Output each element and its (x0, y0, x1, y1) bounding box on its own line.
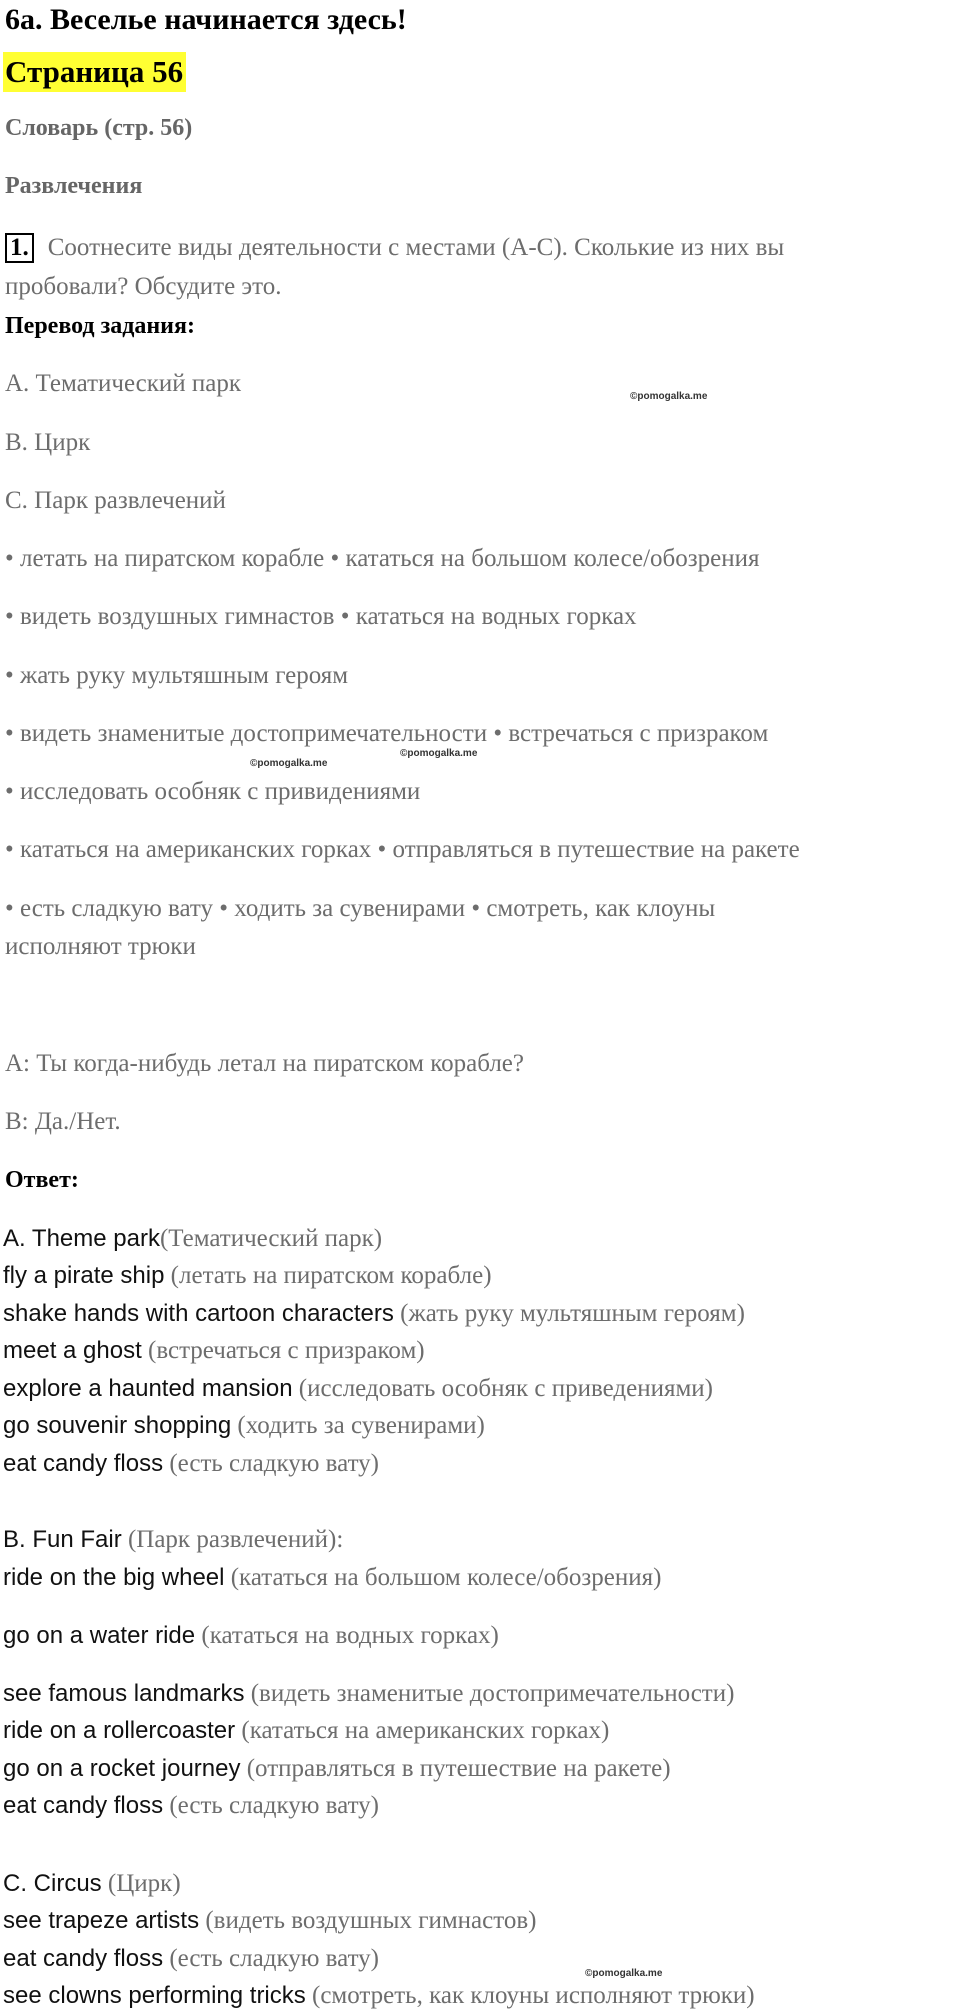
place-c: С. Парк развлечений (5, 487, 226, 514)
answer-item: go on a water ride (кататься на водных горках) (3, 1622, 499, 1649)
answer-item: ride on the big wheel (кататься на большом колесе/обозрения) (3, 1564, 662, 1591)
activity-line: • есть сладкую вату • ходить за сувенирами • смотреть, как клоуны (5, 895, 716, 922)
activity-line: • исследовать особняк с привидениями (5, 778, 421, 805)
answer-title: Ответ: (5, 1167, 79, 1193)
answer-item: fly a pirate ship (летать на пиратском корабле) (3, 1262, 492, 1289)
answer-item: ride on a rollercoaster (кататься на американских горках) (3, 1717, 610, 1744)
watermark: ©pomogalka.me (585, 1968, 663, 1979)
answer-item: see famous landmarks (видеть знаменитые достопримечательности) (3, 1680, 735, 1707)
answer-item: go on a rocket journey (отправляться в путешествие на ракете) (3, 1755, 671, 1782)
section-a-heading: A. Theme park(Тематический парк) (3, 1225, 383, 1252)
activity-line: • видеть знаменитые достопримечательности • встречаться с призраком (5, 720, 769, 747)
watermark: ©pomogalka.me (250, 758, 328, 769)
answer-item: go souvenir shopping (ходить за сувенирами) (3, 1412, 485, 1439)
watermark: ©pomogalka.me (630, 391, 708, 402)
answer-item: see trapeze artists (видеть воздушных гимнастов) (3, 1907, 537, 1934)
place-a: А. Тематический парк (5, 370, 242, 397)
translation-title: Перевод задания: (5, 313, 195, 339)
answer-item: shake hands with cartoon characters (жать руку мультяшным героям) (3, 1300, 745, 1327)
topic-heading: Развлечения (5, 173, 143, 199)
task-text-line-1: Соотнесите виды деятельности с местами (А-С). Сколькие из них вы (47, 234, 785, 261)
vocabulary-heading: Словарь (стр. 56) (5, 115, 193, 141)
section-b-heading: B. Fun Fair (Парк развлечений): (3, 1526, 344, 1553)
dialogue-b: В: Да./Нет. (5, 1108, 121, 1135)
activity-line: • жать руку мультяшным героям (5, 662, 349, 689)
watermark: ©pomogalka.me (400, 748, 478, 759)
activity-line: • летать на пиратском корабле • кататься на большом колесе/обозрения (5, 545, 760, 572)
activity-line: • кататься на американских горках • отправляться в путешествие на ракете (5, 836, 800, 863)
activity-line: исполняют трюки (5, 933, 196, 960)
dialogue-a: А: Ты когда-нибудь летал на пиратском корабле? (5, 1050, 524, 1077)
place-b: B. Цирк (5, 429, 91, 456)
page-title: 6а. Веселье начинается здесь! (5, 3, 407, 36)
answer-item: eat candy floss (есть сладкую вату) (3, 1450, 380, 1477)
task-line-1 (5, 232, 784, 264)
task-number-box: 1. (5, 233, 34, 263)
answer-item: eat candy floss (есть сладкую вату) (3, 1792, 380, 1819)
section-c-heading: C. Circus (Цирк) (3, 1870, 181, 1897)
answer-item: eat candy floss (есть сладкую вату) (3, 1945, 380, 1972)
answer-item: explore a haunted mansion (исследовать особняк с приведениями) (3, 1375, 713, 1402)
answer-item: meet a ghost (встречаться с призраком) (3, 1337, 425, 1364)
page-number-highlight: Страница 56 (3, 52, 186, 92)
activity-line: • видеть воздушных гимнастов • кататься на водных горках (5, 603, 637, 630)
answer-item: see clowns performing tricks (смотреть, как клоуны исполняют трюки) (3, 1982, 755, 2009)
task-text-line-2: пробовали? Обсудите это. (5, 273, 282, 300)
